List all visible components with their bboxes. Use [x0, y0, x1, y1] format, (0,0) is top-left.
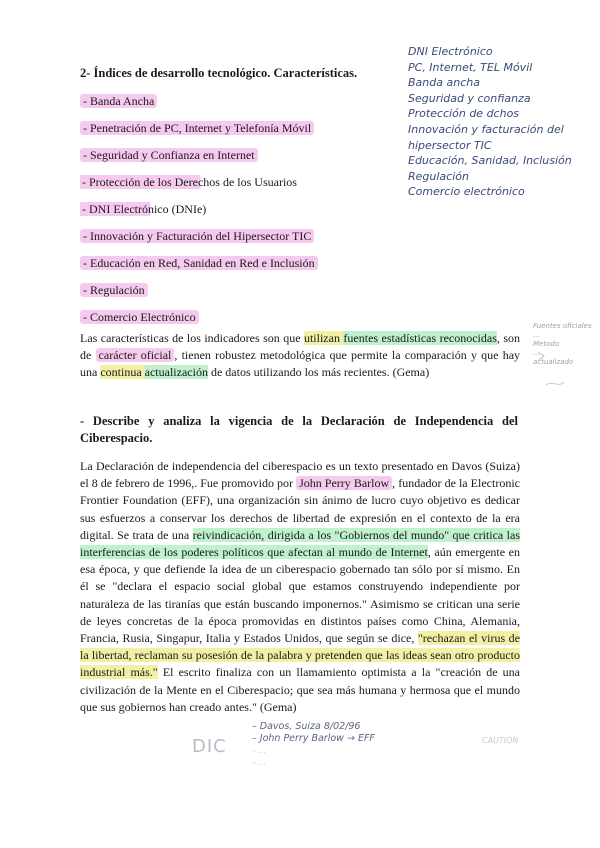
- handwritten-line: DNI Electrónico: [408, 45, 493, 58]
- handwritten-notes-bottom: [252, 721, 375, 769]
- handwritten-margin-note: Fuentes oficiales ... Metodo ... actualizado: [533, 322, 592, 366]
- list-item: - Innovación y Facturación del Hipersector TIC: [80, 229, 318, 256]
- handwritten-line: – ...: [252, 758, 267, 767]
- list-item: - Educación en Red, Sanidad en Red e Inclusión: [80, 256, 318, 283]
- handwritten-line: Seguridad y confianza: [408, 91, 531, 105]
- pen-squiggle: [546, 382, 564, 385]
- handwritten-line: Educación, Sanidad, Inclusión: [408, 154, 572, 168]
- list-item: - DNI Electrónico (DNIe): [82, 202, 207, 216]
- list-item: - Regulación: [80, 283, 318, 310]
- handwritten-line: Protección de dchos: [408, 107, 520, 121]
- paragraph-characteristics: Las características de los indicadores son que utilizan fuentes estadísticas reconocidas, son de carácter oficial , tienen robustez metodológica que permite la comparación y que hay una continua actualización de datos utilizando los más recientes. (Gema): [80, 331, 521, 379]
- handwritten-line: – Davos, Suiza 8/02/96: [252, 721, 361, 732]
- handwritten-line: hipersector TIC: [408, 138, 492, 152]
- list-item: - Penetración de PC, Internet y Telefonía Móvil: [80, 121, 318, 148]
- handwritten-notes-right: [408, 44, 588, 200]
- indicator-list: [80, 94, 318, 337]
- list-item: - Seguridad y Confianza en Internet: [80, 148, 318, 175]
- list-item: - Comercio Electrónico: [80, 310, 318, 337]
- handwritten-dic-label: DIC: [192, 736, 227, 757]
- paragraph-declaracion: La Declaración de independencia del ciberespacio es un texto presentado en Davos (Suiza) el 8 de febrero de 1996,. Fue promovido por John Perry Barlow , fundador de la Electronic Frontier Foundation (EFF), una organización sin ánimo de lucro cuyo objetivo es dedicar sus esfuerzos a conservar los derechos de libertad de expresión en el contexto de la era digital. Se trata de una reivindicación, dirigida a los "Gobiernos del mundo" que critica las interferencias de los poderes políticos que afectan al mundo de Internet, aún emergente en esa época, y que defiende la idea de un ciberespacio gobernado tan sólo por sí mismo. En él se "declara el espacio social global que estamos construyendo independiente por naturaleza de las tiranías que están buscando imponernos." Asimismo se critican una serie de leyes concretas de la época promovidas en distintos países como China, Alemania, Francia, Rusia, Singapur, Italia y Estados Unidos, que según se dice, "rechazan el virus de la libertad, reclaman su posesión de la palabra y pretenden que las ideas sean otro producto industrial más." El escrito finaliza con un llamamiento optimista a la "creación de una civilización de la Mente en el Ciberespacio; que sea más humana y hermosa que el mundo que sus gobiernos han creado antes." (Gema): [80, 459, 520, 714]
- section-heading-declaracion: - Describe y analiza la vigencia de la Declaración de Independencia del Ciberespacio.: [80, 414, 518, 445]
- handwritten-line: – John Perry Barlow → EFF: [252, 733, 375, 744]
- section-heading-indices: 2- Índices de desarrollo tecnológico. Características.: [80, 66, 358, 80]
- handwritten-line: Regulación: [408, 169, 469, 183]
- list-item: - Banda Ancha: [80, 94, 318, 121]
- handwritten-line: – ...: [252, 746, 267, 755]
- handwritten-line: PC, Internet, TEL Móvil: [408, 60, 533, 74]
- handwritten-line: Innovación y facturación del: [408, 122, 564, 136]
- handwritten-line: Comercio electrónico: [408, 185, 525, 199]
- list-item: - Protección de los Derechos de los Usuarios: [82, 175, 297, 189]
- handwritten-line: Banda ancha: [408, 76, 480, 90]
- handwritten-caution-mark: CAUTION: [482, 736, 519, 745]
